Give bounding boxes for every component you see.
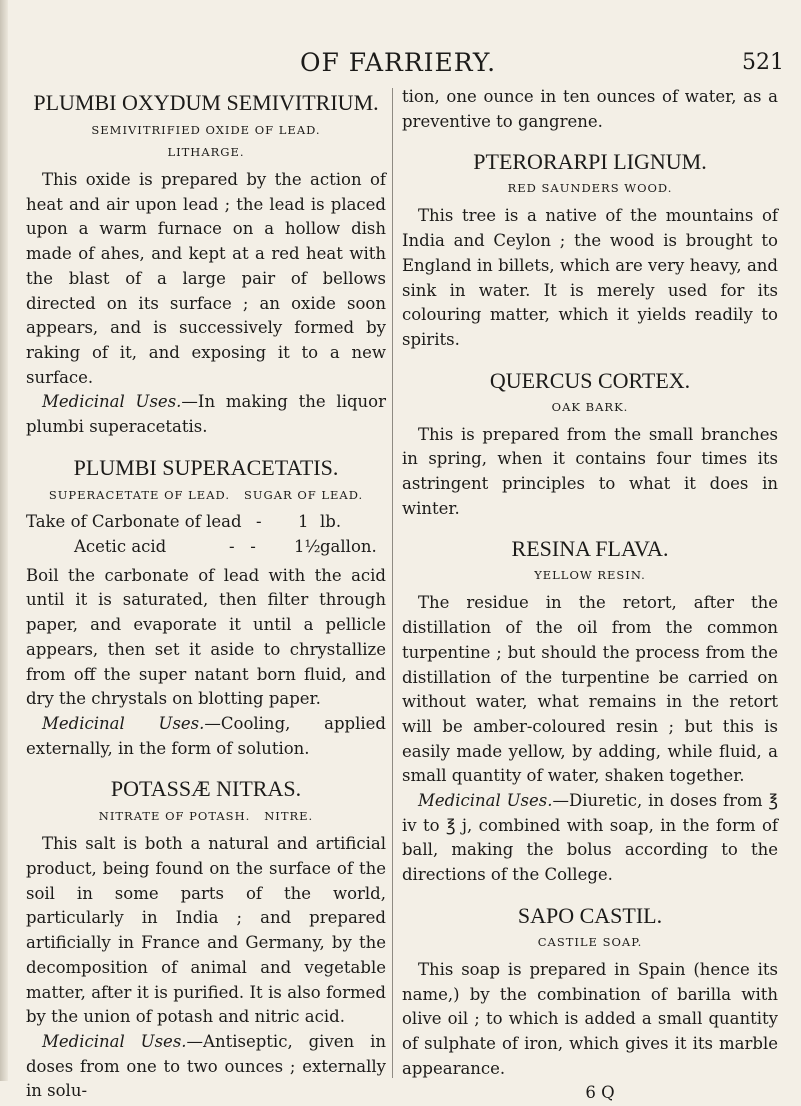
section-title: PLUMBI SUPERACETATIS. [73, 454, 339, 480]
uses-label: Medicinal Uses. [42, 713, 205, 733]
section-subtitle: OAK BARK. [551, 399, 629, 414]
section-subtitle: RED SAUNDERS WOOD. [507, 181, 673, 196]
section-subtitle: SEMIVITRIFIED OXIDE OF LEAD. [91, 123, 321, 137]
uses-label: Medicinal Uses. [42, 392, 182, 412]
section-body: This oxide is prepared by the action of heat and air upon lead ; the lead is placed upon a warm furnace on a hollow dish made of ahes, and kept at a red heat with the blast of a large pair of bellows directed on its surface ; an oxide soon appears, and is successively formed by raking of it, and exposing it to a new surface. [26, 170, 386, 387]
continued-text: tion, one ounce in ten ounces of water, as a preventive to gangrene. [402, 87, 778, 131]
right-column [402, 85, 778, 1106]
uses-label: Medicinal Uses. [42, 1031, 187, 1051]
section-subtitle: SUPERACETATE OF LEAD. SUGAR OF LEAD. [48, 487, 364, 502]
section-title: PLUMBI OXYDUM SEMIVITRIUM. [33, 90, 379, 115]
section-subtitle: LITHARGE. [167, 145, 245, 159]
uses-text: —Diuretic, in doses from ℥ iv to ℥ j, combined with soap, in the form of ball, making the bolus according to the directions of the College. [402, 791, 778, 885]
recipe-list [26, 510, 386, 560]
page-number: 521 [742, 50, 784, 75]
running-header [0, 48, 801, 82]
section-body: The residue in the retort, after the distillation of the oil from the common turpentine ; but should the process from the distillation of the turpentine be carried on without water, what remains in the retort will be amber-coloured resin ; but this is easily made yellow, by adding, while fluid, a small quantity of water, shaken together. [402, 593, 778, 786]
section-subtitle: NITRATE OF POTASH. NITRE. [98, 809, 314, 824]
medicinal-uses [26, 1030, 386, 1104]
uses-text: —Antiseptic, given in doses from one to two ounces ; externally in solu- [26, 1031, 386, 1101]
section-subtitle: YELLOW RESIN. [534, 568, 646, 583]
section-subtitle: CASTILE SOAP. [537, 934, 643, 949]
section-body: Boil the carbonate of lead with the acid until it is saturated, then filter through paper, and evaporate it until a pellicle appears, then set it aside to chrystallize from off the super natant born fluid, and dry the chrystals on blotting paper. [26, 565, 386, 709]
recipe-item: Take of Carbonate of lead [26, 511, 242, 531]
recipe-unit: gallon. [320, 536, 377, 556]
section-title: SAPO CASTIL. [517, 902, 663, 928]
section-body: This soap is prepared in Spain (hence its name,) by the combination of barilla with olive oil ; to which is added a small quantity of sulphate of iron, which gives it its marble appearance. [402, 959, 778, 1078]
section-body: This is prepared from the small branches in spring, when it contains four times its astringent principles to what it does in winter. [402, 424, 778, 518]
column-divider [392, 88, 393, 1078]
running-title: OF FARRIERY. [300, 48, 497, 77]
medicinal-uses [26, 712, 386, 761]
section-title: PTERORARPI LIGNUM. [473, 149, 707, 175]
recipe-qty: 1½ [294, 536, 321, 556]
medicinal-uses [26, 390, 386, 439]
medicinal-uses [402, 789, 778, 888]
recipe-qty: 1 [298, 511, 309, 531]
recipe-item: Acetic acid [74, 536, 167, 556]
left-column [26, 85, 386, 1104]
page-binding-edge [0, 0, 8, 1081]
uses-text: —In making the liquor plumbi superacetatis. [26, 392, 386, 437]
section-body: This salt is both a natural and artificial product, being found on the surface of the soil in some parts of the world, particularly in India ; and prepared artificially in France and Germany, by the decomposition of animal and vegetable matter, after it is purified. It is also formed by the union of potash and nitric acid. [26, 834, 386, 1027]
section-title: QUERCUS CORTEX. [489, 367, 691, 393]
uses-label: Medicinal Uses. [418, 791, 553, 811]
recipe-unit: lb. [320, 511, 342, 531]
section-title: POTASSÆ NITRAS. [110, 776, 302, 802]
uses-text: —Cooling, applied externally, in the form of solution. [26, 713, 386, 758]
recipe-dash: - - [229, 536, 256, 556]
section-body: This tree is a native of the mountains of India and Ceylon ; the wood is brought to England in billets, which are very heavy, and sink in water. It is merely used for its colouring matter, which it yields readily to spirits. [402, 206, 778, 349]
section-title: RESINA FLAVA. [511, 536, 669, 562]
recipe-dash: - [256, 511, 262, 531]
printer-signature: 6 Q [585, 1083, 615, 1103]
